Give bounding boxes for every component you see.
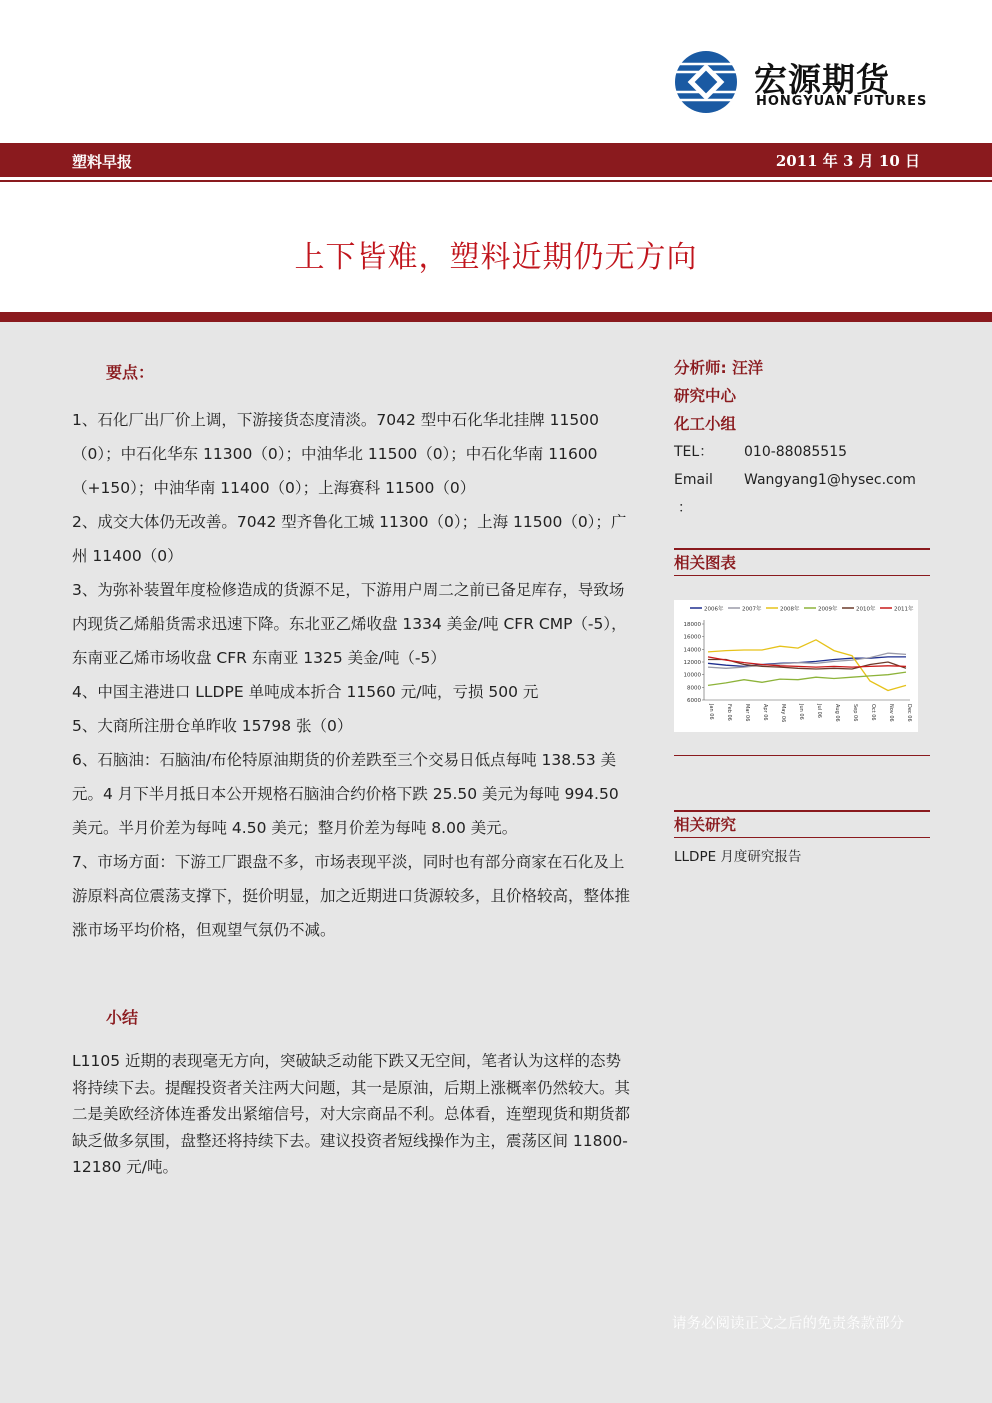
analyst-name: 分析师: 汪洋 xyxy=(674,359,764,377)
y-tick-label: 8000 xyxy=(687,685,701,692)
logo-english-name: HONGYUAN FUTURES xyxy=(756,94,928,109)
series-line xyxy=(708,640,906,691)
email-label: Email xyxy=(674,472,713,488)
tel-row xyxy=(674,438,930,466)
key-point-6: 6、石脑油：石脑油/布伦特原油期货的价差跌至三个交易日低点每吨 138.53 美元。4 月下半月抵日本公开规格石脑油合约价格下跌 25.50 美元为每吨 994.50 美元。半月价差为每吨 4.50 美元；整月价差为每吨 8.00 美元。 xyxy=(72,751,619,837)
header-divider xyxy=(0,180,992,182)
x-tick-label: Apr 06 xyxy=(762,704,768,721)
summary-text: L1105 近期的表现毫无方向，突破缺乏动能下跌又无空间，笔者认为这样的态势将持续下去。提醒投资者关注两大问题，其一是原油，后期上涨概率仍然较大。其二是美欧经济体连番发出紧缩信号，对大宗商品不利。总体看，连塑现货和期货都缺乏做多氛围，盘整还将持续下去。建议投资者短线操作为主，震荡区间 11800-12180 元/吨。 xyxy=(72,1052,631,1176)
author-info xyxy=(674,354,930,522)
summary-heading: 小结 xyxy=(106,1008,139,1027)
key-point-7: 7、市场方面：下游工厂跟盘不多，市场表现平淡，同时也有部分商家在石化及上游原料高位震荡支撑下，挺价明显，加之近期进口货源较多，且价格较高，整体推涨市场平均价格，但观望气氛仍不减。 xyxy=(72,853,631,939)
y-tick-label: 14000 xyxy=(683,647,701,654)
related-research-heading: 相关研究 xyxy=(674,810,930,838)
key-points-heading: 要点： xyxy=(106,363,155,382)
x-tick-label: Nov 06 xyxy=(888,704,894,722)
legend-label: 2010年 xyxy=(856,606,876,613)
x-tick-label: Aug 06 xyxy=(834,704,840,722)
x-tick-label: Mar 06 xyxy=(744,704,750,722)
company-logo xyxy=(674,50,928,116)
y-tick-label: 10000 xyxy=(683,672,701,679)
sidebar-divider xyxy=(674,755,930,756)
legend-label: 2008年 xyxy=(780,606,800,613)
x-tick-label: Jul 06 xyxy=(816,704,822,718)
y-tick-label: 12000 xyxy=(683,660,701,666)
logo-globe-icon xyxy=(674,50,738,114)
key-point-5: 5、大商所注册仓单昨收 15798 张（0） xyxy=(72,717,353,735)
logo-chinese-name: 宏源期货 xyxy=(754,60,890,99)
series-line xyxy=(708,672,906,685)
body-top-bar xyxy=(0,312,992,322)
key-points-list xyxy=(72,403,632,947)
x-tick-label: Jan 06 xyxy=(708,704,714,720)
department: 研究中心 xyxy=(674,387,737,405)
key-point-4: 4、中国主港进口 LLDPE 单吨成本折合 11560 元/吨，亏损 500 元 xyxy=(72,683,539,701)
legend-label: 2006年 xyxy=(704,606,724,613)
x-tick-label: Feb 06 xyxy=(726,704,732,721)
report-header-bar xyxy=(0,143,992,177)
report-date: 2011 年 3 月 10 日 xyxy=(775,152,920,170)
key-point-2: 2、成交大体仍无改善。7042 型齐鲁化工城 11300（0）；上海 11500（0）；广州 11400（0） xyxy=(72,513,627,565)
x-tick-label: Dec 06 xyxy=(906,704,912,722)
key-point-1: 1、石化厂出厂价上调，下游接货态度清淡。7042 型中石化华北挂牌 11500（0）；中石化华东 11300（0）；中油华北 11500（0）；中石化华南 11600（+150）；中油华南 11400（0）；上海赛科 11500（0） xyxy=(72,411,599,497)
legend-label: 2011年 xyxy=(894,606,914,613)
email-row xyxy=(674,466,930,522)
chart-axes xyxy=(684,620,913,722)
y-tick-label: 18000 xyxy=(683,622,701,628)
legend-label: 2007年 xyxy=(742,606,762,613)
price-history-chart xyxy=(674,600,918,732)
email-value[interactable]: Wangyang1@hysec.com xyxy=(744,472,916,488)
tel-label: TEL： xyxy=(674,444,714,460)
x-tick-label: Oct 06 xyxy=(870,704,876,721)
y-tick-label: 16000 xyxy=(683,634,701,641)
tel-value: 010-88085515 xyxy=(744,444,848,460)
chart-legend xyxy=(690,605,914,613)
related-research-link[interactable]: LLDPE 月度研究报告 xyxy=(674,849,802,865)
legend-label: 2009年 xyxy=(818,606,838,613)
x-tick-label: May 06 xyxy=(780,704,786,723)
report-title: 上下皆难，塑料近期仍无方向 xyxy=(294,240,698,275)
x-tick-label: Jun 06 xyxy=(798,704,804,720)
report-category: 塑料早报 xyxy=(72,153,133,171)
y-tick-label: 6000 xyxy=(687,698,701,704)
group-name: 化工小组 xyxy=(674,415,737,433)
related-charts-heading: 相关图表 xyxy=(674,548,930,576)
x-tick-label: Sep 06 xyxy=(852,704,858,722)
disclaimer-note: 请务必阅读正文之后的免责条款部分 xyxy=(672,1316,904,1332)
chart-svg xyxy=(674,600,918,732)
email-colon: ： xyxy=(678,500,692,516)
key-point-3: 3、为弥补装置年度检修造成的货源不足，下游用户周二之前已备足库存，导致场内现货乙烯船货需求迅速下降。东北亚乙烯收盘 1334 美金/吨 CFR CMP（-5），东南亚乙烯市场收盘 CFR 东南亚 1325 美金/吨（-5） xyxy=(72,581,627,667)
chart-series xyxy=(708,640,906,691)
main-content xyxy=(72,360,632,1181)
